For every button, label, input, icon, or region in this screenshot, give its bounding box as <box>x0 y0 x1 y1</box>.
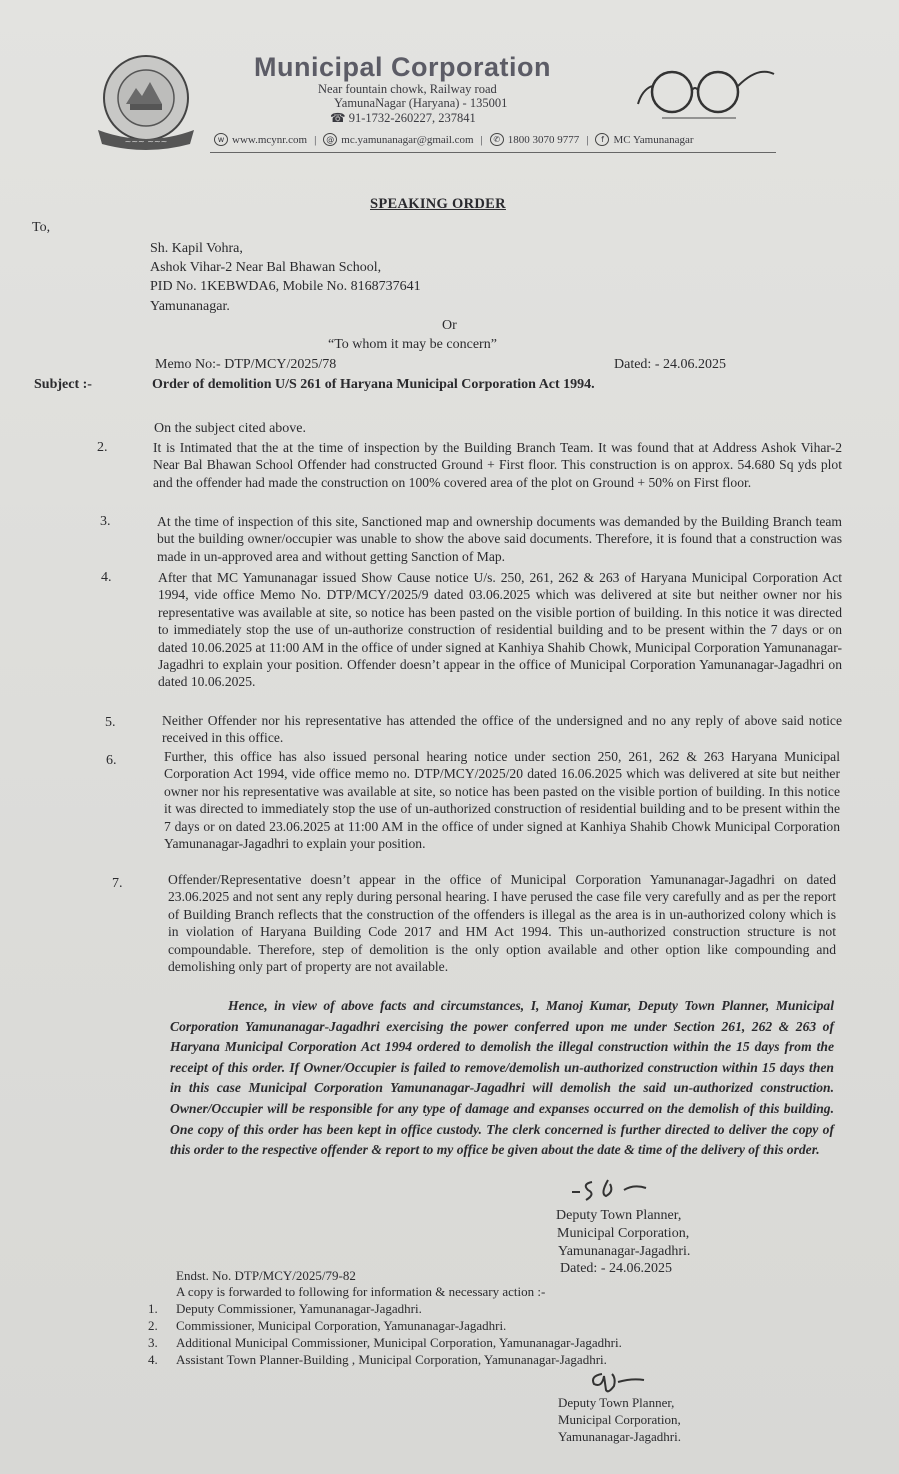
endorsement-number: Endst. No. DTP/MCY/2025/79-82 <box>176 1268 356 1283</box>
header-social: MC Yamunanagar <box>613 133 694 146</box>
municipal-corporation-emblem <box>90 52 202 152</box>
order-paragraph: Hence, in view of above facts and circumstances, I, Manoj Kumar, Deputy Town Planner, Municipal Corporation Yamunanagar-Jagadhri exercising the power conferred upon me under Section 261, 262 & 263 of Haryana Municipal Corporation Act 1994 ordered to demolish the illegal construction within the 15 days from the receipt of this order. If Owner/Occupier is failed to remove/demolish un-authorized construction within 15 days then in this case Municipal Corporation Yamunanagar-Jagadhri will demolish the said un-authorized construction. Owner/Occupier will be responsible for any type of damage and expanses occurred on the demolish of this building. One copy of this order has been kept in office custody. The clerk concerned is further directed to deliver the copy of this order to the respective offender & report to my office be given about the date & time of the delivery of this order. <box>170 998 834 1158</box>
document-title: SPEAKING ORDER <box>370 196 506 212</box>
point-number: 4. <box>101 570 112 585</box>
header-address-line2: YamunaNagar (Haryana) - 135001 <box>334 96 508 110</box>
point-number: 7. <box>112 876 123 891</box>
point-number: 2. <box>97 440 108 455</box>
copy-recipient: Deputy Commissioner, Yamunanagar-Jagadhri. <box>176 1301 422 1316</box>
phone-icon: ☎ <box>330 111 349 125</box>
copy-recipient: Commissioner, Municipal Corporation, Yamunanagar-Jagadhri. <box>176 1318 507 1333</box>
point-paragraph: It is Intimated that the at the time of inspection by the Building Branch Team. It was found that at Address Ashok Vihar-2 Near Bal Bhawan School Offender had constructed Ground + First floor. This construction is on approx. 54.680 Sq yds plot and the offender had made the construction on 100% covered area of the plot on Ground + 50% on First floor. <box>153 440 842 490</box>
header-contact-bar: w www.mcynr.com | @ mc.yamunanagar@gmail.com | ✆ 1800 3070 9777 | f MC Yamunanagar <box>214 133 774 146</box>
header-divider <box>210 152 776 153</box>
point-paragraph: Further, this office has also issued personal hearing notice under section 250, 261, 262 & 263 Haryana Municipal Corporation Act 1994, vide office memo no. DTP/MCY/2025/20 dated 16.06.2025 which was delivered at site but neither owner nor his representative was available at site, so notice has been pasted on the visible portion of building. In this notice it was directed to immediately stop the use of un-authorized construction of residential building and to be present within the 7 days or on dated 23.06.2025 at 11:00 AM in the office of under signed at Kanhiya Shahib Chowk Municipal Corporation Yamunanagar-Jagadhri to explain your position. <box>164 749 840 852</box>
header-tollfree: 1800 3070 9777 <box>507 133 580 146</box>
intro-line: On the subject cited above. <box>154 421 307 436</box>
svg-text:~~~ ~~~: ~~~ ~~~ <box>124 137 168 146</box>
or-text: Or <box>442 318 457 333</box>
point-paragraph: At the time of inspection of this site, Sanctioned map and ownership documents was demanded by the Building Branch team but the building owner/occupier was unable to show the above said documents. Therefore, it is found that a construction was made in un-approved area and without getting Sanction of Map. <box>157 514 842 564</box>
copy-number: 3. <box>148 1335 158 1350</box>
header-title: Municipal Corporation <box>254 52 551 82</box>
addressee-line: PID No. 1KEBWDA6, Mobile No. 8168737641 <box>150 279 421 294</box>
swachh-bharat-logo <box>636 60 776 124</box>
subject-text: Order of demolition U/S 261 of Haryana Municipal Corporation Act 1994. <box>152 377 595 392</box>
signature <box>570 1174 650 1209</box>
point-number: 3. <box>100 514 111 529</box>
signatory2-place: Yamunanagar-Jagadhri. <box>558 1429 681 1444</box>
memo-date: Dated: - 24.06.2025 <box>614 357 726 372</box>
addressee-line: Ashok Vihar-2 Near Bal Bhawan School, <box>150 260 382 275</box>
copy-number: 4. <box>148 1352 158 1367</box>
concern-line: “To whom it may be concern” <box>328 337 497 352</box>
point-number: 6. <box>106 753 117 768</box>
signatory-place: Yamunanagar-Jagadhri. <box>558 1244 691 1259</box>
copy-note: A copy is forwarded to following for information & necessary action :- <box>176 1284 546 1299</box>
copy-number: 1. <box>148 1301 158 1316</box>
to-label: To, <box>32 220 51 235</box>
signatory2-org: Municipal Corporation, <box>558 1412 681 1427</box>
subject-label: Subject :- <box>34 377 92 392</box>
signatory-org: Municipal Corporation, <box>557 1226 690 1241</box>
copy-number: 2. <box>148 1318 158 1333</box>
header-address-line1: Near fountain chowk, Railway road <box>318 82 497 96</box>
signatory2-title: Deputy Town Planner, <box>558 1395 675 1410</box>
phone-circle-icon: ✆ <box>490 133 504 146</box>
mail-icon: @ <box>323 133 337 146</box>
signature-mark-sd <box>570 1174 650 1204</box>
copy-recipient: Assistant Town Planner-Building , Municipal Corporation, Yamunanagar-Jagadhri. <box>176 1352 607 1367</box>
point-paragraph: Offender/Representative doesn’t appear in the office of Municipal Corporation Yamunanagar-Jagadhri on dated 23.06.2025 and not sent any reply during personal hearing. I have perused the case file very carefully and as per the report of Building Branch reflects that the construction of the offenders is illegal as the area is in un-authorized colony which is in violation of Haryana Building Code 2017 and HM Act 1994. This un-authorized construction structure is not compoundable. Therefore, step of demolition is the only option available and other option like compounding and demolishing only part of property are not available. <box>168 872 836 975</box>
copy-recipient: Additional Municipal Commissioner, Municipal Corporation, Yamunanagar-Jagadhri. <box>176 1335 622 1350</box>
addressee-name: Sh. Kapil Vohra, <box>150 241 243 256</box>
header-phone: ☎ 91-1732-260227, 237841 <box>330 111 476 125</box>
addressee-line: Yamunanagar. <box>150 299 230 314</box>
header-website: www.mcynr.com <box>232 133 308 146</box>
signatory-date: Dated: - 24.06.2025 <box>560 1261 672 1276</box>
signature-initials <box>588 1368 648 1396</box>
web-icon: w <box>214 133 228 146</box>
point-paragraph: Neither Offender nor his representative has attended the office of the undersigned and no any reply of above said notice received in this office. <box>162 713 842 746</box>
signatory-title: Deputy Town Planner, <box>556 1208 682 1223</box>
point-number: 5. <box>105 715 116 730</box>
header-email: mc.yamunanagar@gmail.com <box>341 133 474 146</box>
point-paragraph: After that MC Yamunanagar issued Show Cause notice U/s. 250, 261, 262 & 263 of Haryana Municipal Corporation Act 1994, vide office Memo No. DTP/MCY/2025/9 dated 03.06.2025 which was delivered at site but neither owner nor his representative was available at site, so notice has been pasted on the visible portion of building. In this notice it was directed to immediately stop the use of un-authorize construction of residential building and to be present within the 7 days or on dated 10.06.2025 at 11:00 AM in the office of under signed at Kanhiya Shahib Chowk, Municipal Corporation Yamunanagar-Jagadhri to explain your position. Offender doesn’t appear in the office of Municipal Corporation Yamunanagar-Jagadhri on dated 10.06.2025. <box>158 570 842 690</box>
social-icon: f <box>595 133 609 146</box>
memo-number: Memo No:- DTP/MCY/2025/78 <box>155 357 337 372</box>
